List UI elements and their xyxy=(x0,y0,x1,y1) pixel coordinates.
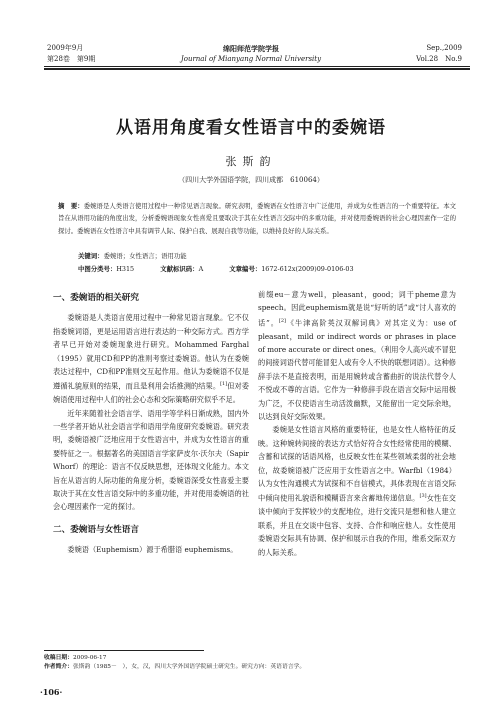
footnote-rule xyxy=(44,650,204,651)
paragraph xyxy=(258,423,456,558)
keywords-label: 关键词： xyxy=(78,252,104,260)
article-no-value: 1672-612x(2009)09-0106-03 xyxy=(261,265,354,273)
paragraph: 委婉语（Euphemism）源于希腊语 euphemisms。 xyxy=(67,545,238,555)
header-volume-en: Vol.28 No.9 xyxy=(416,55,462,63)
header-volume: 第28卷 第9期 xyxy=(47,55,96,63)
classification-line xyxy=(78,264,458,275)
page-number: ·106· xyxy=(40,687,63,697)
paragraph-text: 女性在交谈中倾向于发挥较少的支配地位，进行交流只是想和他人建立联系，并且在交谈中包容、支持、合作和响应他人。女性使用委婉语交际具有协调、保护和展示自我的作用，维系交际双方的人际关系。 xyxy=(258,493,456,557)
section-heading-2: 二、委婉语与女性语言 xyxy=(53,524,139,535)
citation: [2] xyxy=(278,317,286,324)
article-no-label: 文章编号： xyxy=(229,265,262,273)
header-rule-thin xyxy=(44,66,470,67)
abstract xyxy=(58,200,456,237)
section-heading-1: 一、委婉语的相关研究 xyxy=(53,293,139,303)
paragraph-text: 前缀eu－意为well，pleasant，good；词干pheme意为speech。因此euphemism就是说“好听的话”或“讨人喜欢的话”。 xyxy=(258,290,456,328)
paragraph xyxy=(53,311,249,406)
keywords-text: 委婉语；女性语言；语用功能 xyxy=(103,252,187,260)
article-author: 张斯韵 xyxy=(225,155,277,168)
keywords xyxy=(78,251,458,262)
doc-code-value: A xyxy=(198,265,204,273)
clc-label: 中图分类号： xyxy=(78,265,117,273)
paragraph-text: 《牛津高阶英汉双解词典》对其定义为：use of pleasant，mild or indirect words or phrases in place of more accurate or direct ones。（利用令人高兴或不冒犯的间接词语代替可能冒犯人或有令人不快的联想词语）。这种修辞手法不是直接表明，而是用婉转或含蓄曲折的说法代替令人不悦或不尊的言语。它作为一种修辞手段在语言交际中运用极为广泛，不仅使语言生动活泼幽默，又能留出一定交际余地，以达到良好交际效果。 xyxy=(258,318,456,422)
received-date: 2009-06-17 xyxy=(73,655,107,661)
abstract-text: 委婉语是人类语言使用过程中一种常见语言现象。研究表明，委婉语在女性语言中广泛使用，并成为女性语言的一个重要特征。本文旨在从语用功能的角度出发，分析委婉语现象女性喜爱且要取决于其在女性语言交际中的多重功能，并对使用委婉语的社会心理因素作一定的探讨。委婉语在女性语言中具有调节人际、保护自我、展现自我等功能，以维持良好的人际关系。 xyxy=(58,202,457,235)
paragraph: 近年来随着社会语言学、语用学等学科日渐成熟，国内外一些学者开始从社会语言学和语用学角度研究委婉语。研究表明，委婉语被广泛地应用于女性语言中，并成为女性语言的重要特征之一。根据著名的美国语言学家萨皮尔·沃尔夫（Sapir Whorf）的理论：语言不仅反映思想，还体现文化能力。本文旨在从语言的人际功能的角度分析，委婉语深受女性喜爱主要取决于其在女性言语交际中的多重功能，并对使用委婉语的社会心理因素作一定的探讨。 xyxy=(53,408,249,512)
author-bio: 张斯韵（1985－ ），女，汉，四川大学外国语学院硕士研究生。研究方向：英语语言学。 xyxy=(73,664,306,670)
received-label: 收稿日期： xyxy=(44,655,73,661)
journal-name-en: Journal of Mianyang Normal University xyxy=(180,55,322,63)
citation: [3] xyxy=(419,493,427,500)
left-column xyxy=(53,284,249,557)
paragraph xyxy=(258,288,456,423)
paragraph-text: 委婉语是人类语言使用过程中一种常见语言现象。它不仅指委婉词语，更是运用语言进行表达的一种交际方式。西方学者早已开始对委婉现象进行研究。Mohammed Farghal（1995）就用CD和PP的准则考察过委婉语。他认为在委婉表达过程中，CD和PP准则交互起作用。他认为委婉语不仅是遵循礼貌原则的结果，而且是利用会话推测的结果。 xyxy=(53,313,249,391)
abstract-label: 摘 要： xyxy=(58,202,84,210)
author-affiliation: （四川大学外国语学院，四川成都 610064） xyxy=(178,176,324,184)
header-rule-thick xyxy=(44,68,470,70)
journal-name-cn: 绵阳师范学院学报 xyxy=(223,44,279,53)
header-date-en: Sep.,2009 xyxy=(426,44,462,52)
paragraph-text: 委婉是女性语言风格的重要特征，也是女性人格特征的反映。这种婉转间接的表达方式恰好符合女性经常使用的模糊、含蓄和试探的话语风格，也反映女性在某些领域柔弱的社会地位，故委婉语被广泛应用于女性语言之中。Warfbl（1984）认为女性沟通模式为试探和不自信模式，具体表现在言语交际中倾向使用礼貌语和模糊语言来含蓄地传递信息。 xyxy=(258,425,456,503)
article-title: 从语用角度看女性语言中的委婉语 xyxy=(116,118,386,138)
clc-value: H315 xyxy=(116,265,135,273)
footnote xyxy=(44,654,464,672)
paragraph-text: 但对委婉语使用过程中人们的社会心态和交际策略研究似乎不足。 xyxy=(53,381,249,405)
header-date: 2009年9月 xyxy=(47,44,84,52)
author-bio-label: 作者简介： xyxy=(44,664,73,670)
doc-code-label: 文献标识码： xyxy=(160,265,199,273)
citation: [1] xyxy=(220,381,228,388)
right-column xyxy=(258,288,456,559)
